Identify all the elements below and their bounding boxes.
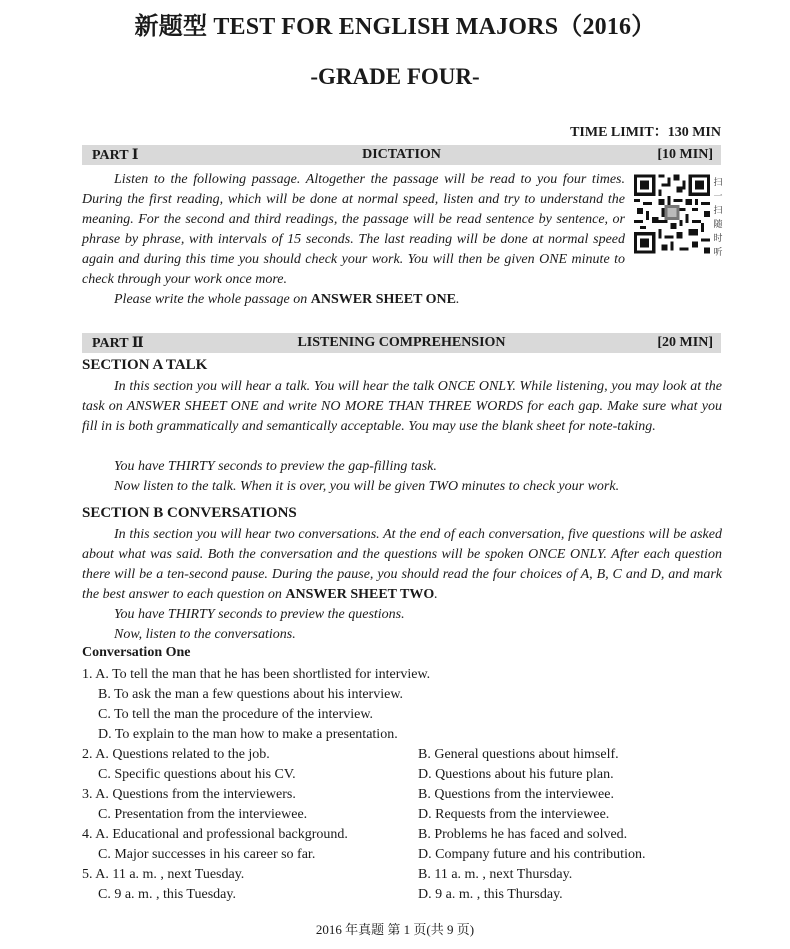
section-a-instructions: In this section you will hear a talk. You will hear the talk ONCE ONLY. While listening, you may look at the task on ANSWER SHEET ONE and write NO MORE THAN THREE WORDS for each gap. Make sure what you fill in is both grammatically and semantically acceptable. You may use the blank sheet for note-taking. [82,379,722,434]
section-a-listen-note: Now listen to the talk. When it is over, you will be given TWO minutes to check your work. [114,479,620,494]
question-3-option-b: B. Questions from the interviewee. [418,787,614,802]
question-1-option-a: 1. A. To tell the man that he has been shortlisted for interview. [82,667,431,682]
question-5-option-b: B. 11 a. m. , next Thursday. [418,867,573,882]
section-b-instructions: In this section you will hear two conversations. At the end of each conversation, five questions will be asked about what was said. Both the conversation and the questions will be spoken ONCE ONLY. After each question there will be a ten-second pause. During the pause, you should read the four choices of A, B, C and D, and mark the best answer to each question on ANSWER SHEET TWO. [82,527,722,602]
section-a-preview-note: You have THIRTY seconds to preview the gap-filling task. [114,459,437,474]
question-5-option-c: C. 9 a. m. , this Tuesday. [98,887,236,902]
question-2-option-c: C. Specific questions about his CV. [98,767,296,782]
part2-time: [20 MIN] [657,335,713,350]
question-4-option-b: B. Problems he has faced and solved. [418,827,628,842]
part1-write-instruction: Please write the whole passage on ANSWER SHEET ONE. [114,292,460,307]
part2-number: PART Ⅱ [92,336,144,351]
exam-title: 新题型 TEST FOR ENGLISH MAJORS（2016） [134,14,656,40]
part1-number: PART Ⅰ [92,148,139,163]
question-5-option-d: D. 9 a. m. , this Thursday. [418,887,563,902]
question-2-option-a: 2. A. Questions related to the job. [82,747,270,762]
qr-caption: 扫一扫随时听 [713,178,723,258]
question-1-option-c: C. To tell the man the procedure of the interview. [98,707,374,722]
part1-name: DICTATION [362,147,441,162]
question-5-option-a: 5. A. 11 a. m. , next Tuesday. [82,867,245,882]
question-2-option-d: D. Questions about his future plan. [418,767,614,782]
question-4-option-c: C. Major successes in his career so far. [98,847,316,862]
part2-name: LISTENING COMPREHENSION [297,335,506,350]
part1-instructions: Listen to the following passage. Altogether the passage will be read to you four times. During the first reading, which will be done at normal speed, listen and try to understand the meaning. For the second and third readings, the passage will be read sentence by sentence, or phrase by phrase, with intervals of 15 seconds. The last reading will be done at normal speed again and during this time you should check your work. You will then be given ONE minute to check through your work once more. [82,172,625,287]
question-3-option-a: 3. A. Questions from the interviewers. [82,787,296,802]
page-footer: 2016 年真题 第 1 页(共 9 页) [315,922,475,937]
qr-code-icon[interactable] [634,174,710,254]
question-3-option-c: C. Presentation from the interviewee. [98,807,308,822]
section-a-heading: SECTION A TALK [82,357,208,373]
part1-header-bar [82,145,721,165]
question-1-option-b: B. To ask the man a few questions about his interview. [98,687,404,702]
part1-time: [10 MIN] [657,147,713,162]
section-b-listen-note: Now, listen to the conversations. [114,627,296,642]
question-3-option-d: D. Requests from the interviewee. [418,807,610,822]
exam-subtitle: -GRADE FOUR- [310,64,480,89]
part2-header-bar [82,333,721,353]
question-4-option-a: 4. A. Educational and professional background. [82,827,348,842]
section-b-heading: SECTION B CONVERSATIONS [82,505,297,521]
conversation-one-title: Conversation One [82,645,191,660]
time-limit: TIME LIMIT：130 MIN [570,125,721,140]
question-1-option-d: D. To explain to the man how to make a presentation. [98,727,398,742]
question-2-option-b: B. General questions about himself. [418,747,619,762]
question-4-option-d: D. Company future and his contribution. [418,847,646,862]
section-b-preview-note: You have THIRTY seconds to preview the questions. [114,607,405,622]
